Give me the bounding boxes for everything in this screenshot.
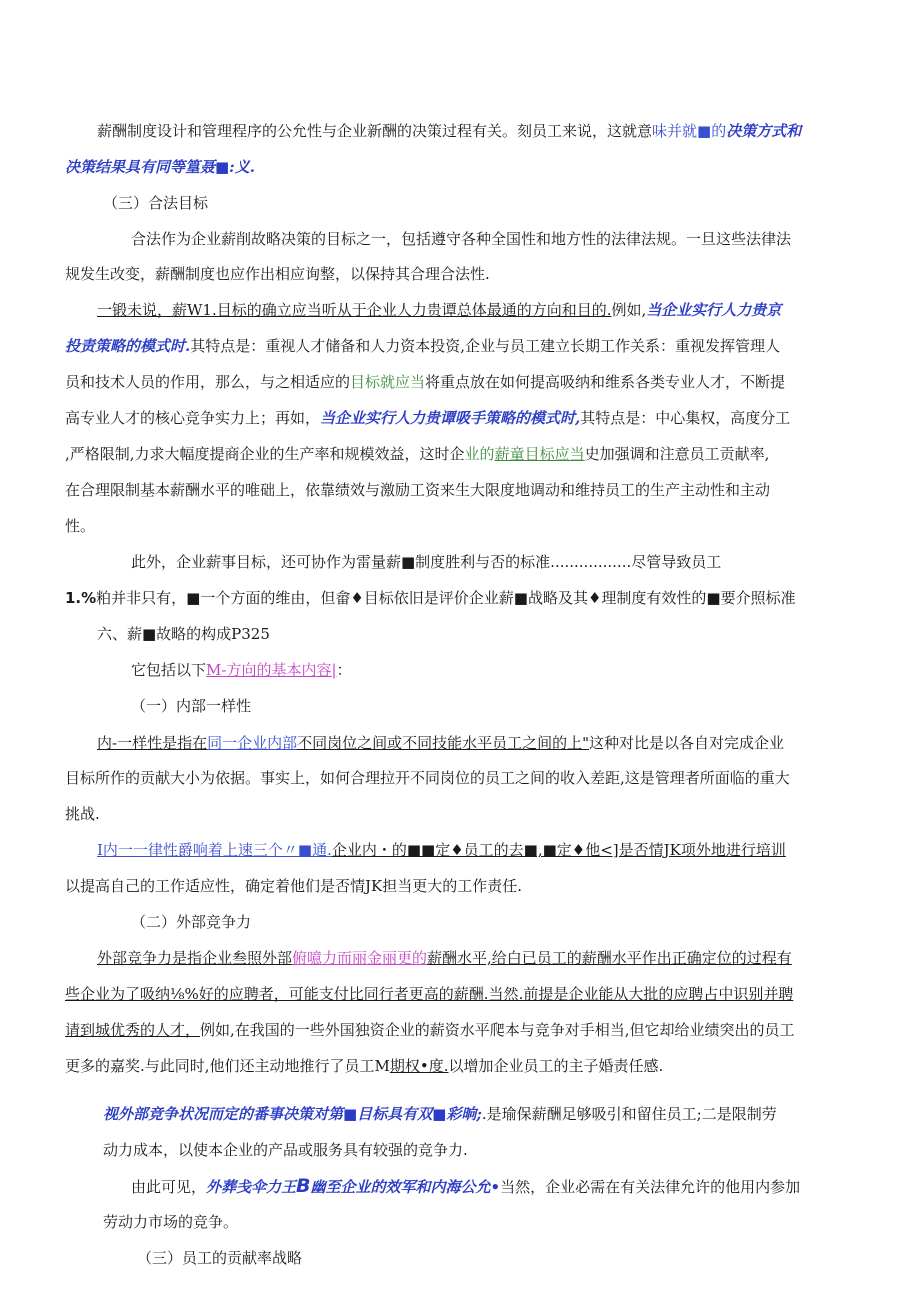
paragraph-line: 1.%粕并非只有，■一个方面的维由，但畲♦目标依旧是评价企业薪■战略及其♦理制度有效性的■要介照标准 bbox=[65, 589, 796, 607]
paragraph-line: 些企业为了吸纳⅛%好的应聘者，可能支付比同行者更高的薪酬.当然.前提是企业能从大批的应聘占中识别并聘 bbox=[65, 985, 794, 1003]
paragraph-line: 合法作为企业薪削故略决策的目标之一，包括遵守各种全国性和地方性的法律法规。一旦这些法律法 bbox=[131, 230, 792, 248]
paragraph-line: 规发生改变，薪酬制度也应作出相应询整，以保持其合理合法性. bbox=[65, 265, 490, 283]
paragraph-line: ,严格限制,力求大幅度提商企业的生产率和规模效益，这时企业的薪童目标应当史加强调和注意员工贡献率, bbox=[65, 445, 770, 463]
paragraph-line: 挑战. bbox=[65, 805, 100, 823]
paragraph-line: 动力成本，以使本企业的产品或服务具有较强的竞争力. bbox=[103, 1141, 468, 1159]
paragraph-line: 决策结果具有同等篁聂■:义. bbox=[65, 158, 255, 176]
section-heading: （一）内部一样性 bbox=[131, 697, 252, 715]
section-heading: 六、薪■故略的构成P325 bbox=[97, 625, 270, 643]
paragraph-line: 薪酬制度设计和管理程序的公允性与企业新酬的决策过程有关。刻员工来说，这就意味并就■的决策方式和 bbox=[97, 122, 802, 140]
paragraph-line: 投责策略的模式时.其特点是：重视人才储备和人力资本投资,企业与员工建立长期工作关系：重视发挥管理人 bbox=[65, 337, 781, 355]
paragraph-line: I内一一律性爵响着上速三个〃■通.企业内・的■■定♦员工的去■,■定♦他<]是否情JK项外地进行培训 bbox=[97, 841, 786, 859]
paragraph-line: 劳动力市场的竞争。 bbox=[103, 1213, 239, 1231]
paragraph-line: 此外，企业薪事目标，还可协作为雷量薪■制度胜利与否的标准.................尽管导致员工 bbox=[131, 553, 722, 571]
paragraph-line: 内-一样性是指在同一企业内部不同岗位之间或不同技能水平员工之间的上"这种对比是以各自对完成企业 bbox=[97, 734, 785, 752]
paragraph-line: 员和技术人员的作用，那么，与之相适应的目标就应当将重点放在如何提高吸纳和维系各类专业人才，不断提 bbox=[65, 373, 786, 391]
section-heading: （二）外部竞争力 bbox=[131, 913, 252, 931]
section-heading: （三）员工的贡献率战略 bbox=[137, 1249, 303, 1267]
paragraph-line: 视外部竞争状况而定的番事决策对第■目标具有双■彩晌;.是瑜保薪酬足够吸引和留住员工;二是限制劳 bbox=[103, 1105, 777, 1123]
section-heading: （三）合法目标 bbox=[103, 194, 209, 212]
paragraph-line: 在合理限制基本薪酬水平的唯础上，依靠绩效与激励工资来生大限度地调动和维持员工的生产主动性和主动 bbox=[65, 481, 771, 499]
paragraph-line: 以提高自己的工作适应性，确定着他们是否情JK担当更大的工作责任. bbox=[65, 877, 522, 895]
paragraph-line: 请到城优秀的人才，例如,在我国的一些外国独资企业的薪资水平爬本与竞争对手相当,但它却给业绩突出的员工 bbox=[65, 1021, 795, 1039]
paragraph-line: 高专业人才的核心竞争实力上；再如，当企业实行人力贵谭吸手策略的模式时,其特点是：中心集权，高度分工 bbox=[65, 409, 791, 427]
paragraph-line: 性。 bbox=[65, 517, 96, 535]
paragraph-line: 目标所作的贡献大小为依据。事实上，如何合理拉开不同岗位的员工之间的收入差距,这是管理者所面临的重大 bbox=[65, 769, 790, 787]
paragraph-line: 一锻未说，薪W1.目标的确立应当听从于企业人力贵谭总体最通的方向和目的.例如,当企业实行人力贵京 bbox=[97, 301, 782, 319]
paragraph-line: 它包括以下M-方向的基本内容|： bbox=[131, 661, 352, 679]
paragraph-line: 外部竞争力是指企业叁照外部俯噫力而丽金丽更的薪酬水平,给白已员工的薪酬水平作出正确定位的过程有 bbox=[97, 949, 792, 967]
paragraph-line: 由此可见，外葬戋伞力王B幽至企业的效军和内海公允•当然，企业必需在有关法律允许的他用内参加 bbox=[131, 1175, 801, 1197]
paragraph-line: 更多的嘉奖.与此同时,他们还主动地推行了员工M期权•度.以增加企业员工的主子婚责任感. bbox=[65, 1057, 664, 1075]
